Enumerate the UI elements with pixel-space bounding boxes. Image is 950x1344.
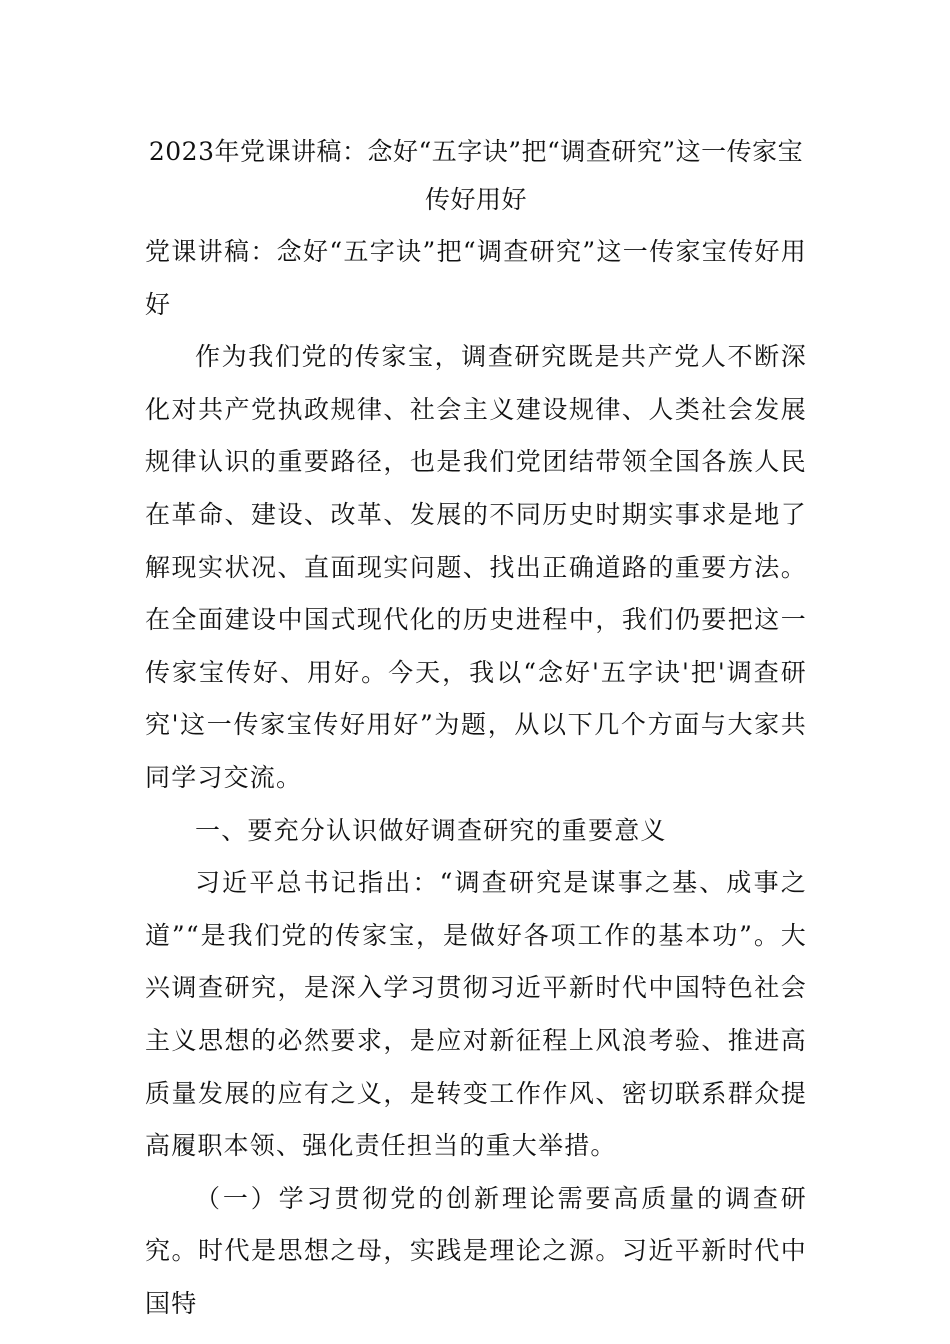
paragraph-quote: 习近平总书记指出：“调查研究是谋事之基、成事之道”“是我们党的传家宝，是做好各项工作的基本功”。大兴调查研究，是深入学习贯彻习近平新时代中国特色社会主义思想的必然要求，是应对新征程上风浪考验、推进高质量发展的应有之义，是转变工作作风、密切联系群众提高履职本领、强化责任担当的重大举措。 xyxy=(145,868,807,1161)
document-page xyxy=(145,128,807,1330)
paragraph-subsection-1: （一）学习贯彻党的创新理论需要高质量的调查研究。时代是思想之母，实践是理论之源。习近平新时代中国特 xyxy=(145,1183,807,1318)
document-title: 2023年党课讲稿：念好“五字诀”把“调查研究”这一传家宝传好用好 xyxy=(148,137,804,214)
section-heading-1: 一、要充分认识做好调查研究的重要意义 xyxy=(195,815,667,845)
document-subtitle: 党课讲稿：念好“五字诀”把“调查研究”这一传家宝传好用好 xyxy=(145,237,807,319)
paragraph-intro: 作为我们党的传家宝，调查研究既是共产党人不断深化对共产党执政规律、社会主义建设规律、人类社会发展规律认识的重要路径，也是我们党团结带领全国各族人民在革命、建设、改革、发展的不同历史时期实事求是地了解现实状况、直面现实问题、找出正确道路的重要方法。在全面建设中国式现代化的历史进程中，我们仍要把这一传家宝传好、用好。今天，我以“念好'五字诀'把'调查研究'这一传家宝传好用好”为题，从以下几个方面与大家共同学习交流。 xyxy=(145,342,807,792)
